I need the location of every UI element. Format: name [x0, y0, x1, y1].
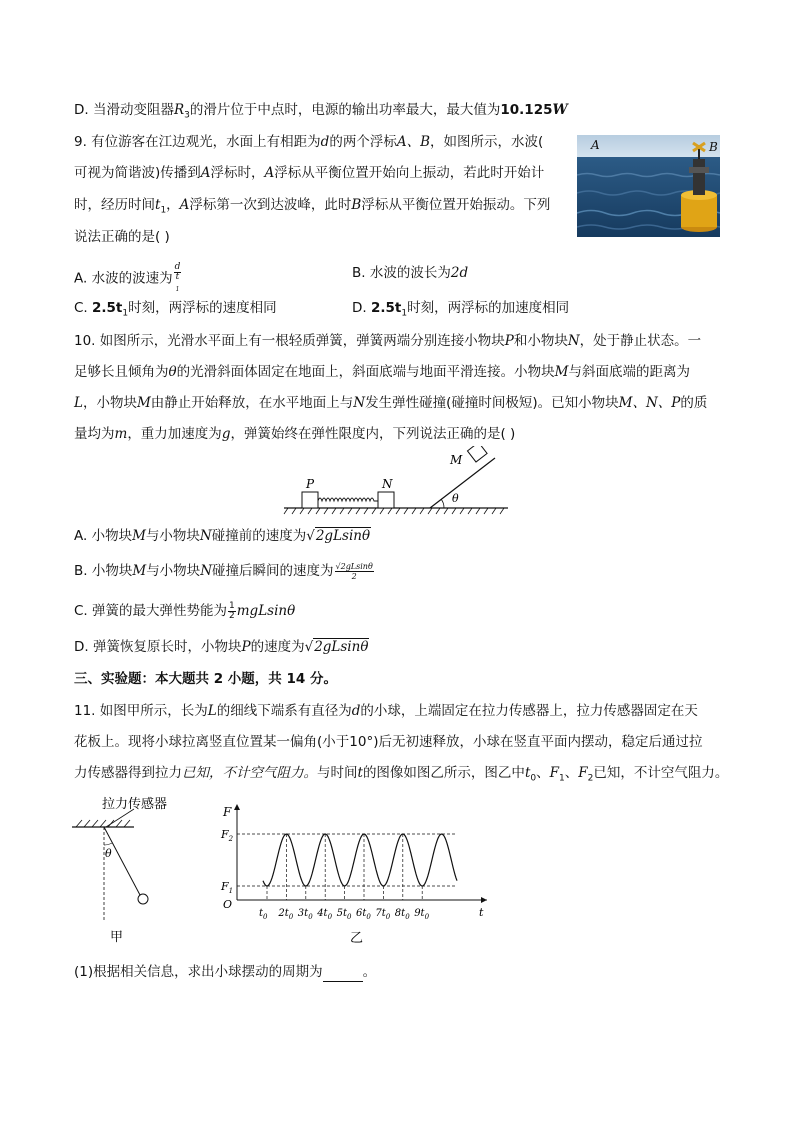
tick-label: $8t_0$ — [394, 908, 410, 921]
svg-text:θ: θ — [105, 847, 112, 860]
q10-option-a: A. 小物块M与小物块N碰撞前的速度为√2gLsinθ — [74, 528, 371, 544]
block-m — [467, 446, 487, 462]
q10-stem-line2: 足够长且倾角为θ的光滑斜面体固定在地面上，斜面底端与地面平滑连接。小物块M与斜面底端的距离为 — [74, 364, 690, 380]
tick-label: $7t_0$ — [375, 908, 391, 921]
q10-stem-line4: 量均为m，重力加速度为g，弹簧始终在弹性限度内，下列说法正确的是( ) — [74, 426, 516, 442]
force-curve — [263, 834, 457, 886]
block-p — [302, 492, 318, 508]
svg-text:M: M — [450, 453, 463, 467]
svg-text:甲: 甲 — [110, 930, 124, 945]
q9-stem-line1: 9. 有位游客在江边观光，水面上有相距为d的两个浮标A、B，如图所示，水波( — [74, 134, 544, 150]
tick-label: $2t_0$ — [278, 908, 294, 921]
q9-option-a: A. 水波的波速为 d t $_1$ — [74, 262, 181, 293]
q9-option-d: D. $2.5t_1$时刻，两浮标的加速度相同 — [352, 300, 570, 319]
q10-option-b: B. 小物块M与小物块N碰撞后瞬间的速度为 $\frac{√2gLsin\theta}{2}$ — [74, 561, 373, 581]
tick-label: $3t_0$ — [297, 908, 313, 921]
q10-stem-line3: L，小物块M由静止开始释放，在水平地面上与N发生弹性碰撞(碰撞时间极短)。已知小物块M、N、P的质 — [74, 395, 708, 411]
q11-subquestion-1: (1)根据相关信息，求出小球摆动的周期为 。 — [74, 964, 377, 980]
svg-text:t: t — [479, 906, 484, 919]
answer-blank[interactable] — [323, 967, 363, 982]
svg-text:O: O — [223, 898, 233, 911]
q9-stem-line4: 说法正确的是( ) — [74, 229, 170, 245]
svg-text:N: N — [382, 477, 393, 491]
q9-option-b: B. 水波的波长为2d — [352, 265, 469, 281]
svg-text:θ: θ — [452, 492, 459, 505]
section-title: 三、实验题：本大题共 2 小题，共 14 分。 — [74, 671, 337, 687]
svg-text:拉力传感器: 拉力传感器 — [102, 797, 168, 812]
q9-option-c: C. $2.5t_1$时刻，两浮标的速度相同 — [74, 300, 277, 319]
q11-stem-line1: 11. 如图甲所示，长为L的细线下端系有直径为d的小球，上端固定在拉力传感器上，拉力传感器固定在天 — [74, 703, 698, 719]
q9-stem-line2: 可视为简谐波)传播到A浮标时，A浮标从平衡位置开始向上振动，若此时开始计 — [74, 165, 545, 181]
tick-label: $4t_0$ — [317, 908, 333, 921]
svg-text:F2: $F_2$ — [221, 828, 234, 843]
q11-stem-line3: 力传感器得到拉力已知，不计空气阻力。与时间t的图像如图乙所示，图乙中$t_0$、$F_1$、$F_2$已知，不计空气阻力。 — [74, 765, 729, 784]
block-n — [378, 492, 394, 508]
tick-label: $6t_0$ — [356, 908, 371, 921]
q8-option-d: D. 当滑动变阻器$R_3$的滑片位于中点时，电源的输出功率最大，最大值为10.125W — [74, 102, 568, 121]
photo-label-b: B — [709, 140, 718, 154]
q11-stem-line2: 花板上。现将小球拉离竖直位置某一偏角(小于10°)后无初速释放，小球在竖直平面内摆动，稳定后通过拉 — [74, 734, 703, 750]
svg-text:P: P — [306, 477, 315, 491]
force-time-graph-yi — [215, 800, 495, 948]
spring-incline-figure — [280, 446, 512, 520]
q10-option-d: D. 弹簧恢复原长时，小物块P的速度为√2gLsinθ — [74, 639, 369, 655]
q9-stem-line3: 时，经历时间$t_1$，A浮标第一次到达波峰，此时B浮标从平衡位置开始振动。下列 — [74, 197, 551, 216]
svg-text:乙: 乙 — [350, 931, 364, 946]
tick-label: $t_0$ — [259, 908, 268, 921]
pendium-figure-jia — [70, 793, 190, 945]
photo-label-a: A — [591, 138, 600, 152]
tick-label: $5t_0$ — [336, 908, 352, 921]
buoy-photo — [577, 135, 720, 237]
svg-text:F1: $F_1$ — [221, 880, 234, 895]
tick-label: $9t_0$ — [414, 908, 430, 921]
q10-option-c: C. 弹簧的最大弹性势能为 $\frac{1}{2}$ mgLsinθ — [74, 600, 296, 621]
spring — [318, 498, 378, 501]
svg-text:F: F — [223, 805, 232, 819]
q10-stem-line1: 10. 如图所示，光滑水平面上有一根轻质弹簧，弹簧两端分别连接小物块P和小物块N，处于静止状态。一 — [74, 333, 702, 349]
